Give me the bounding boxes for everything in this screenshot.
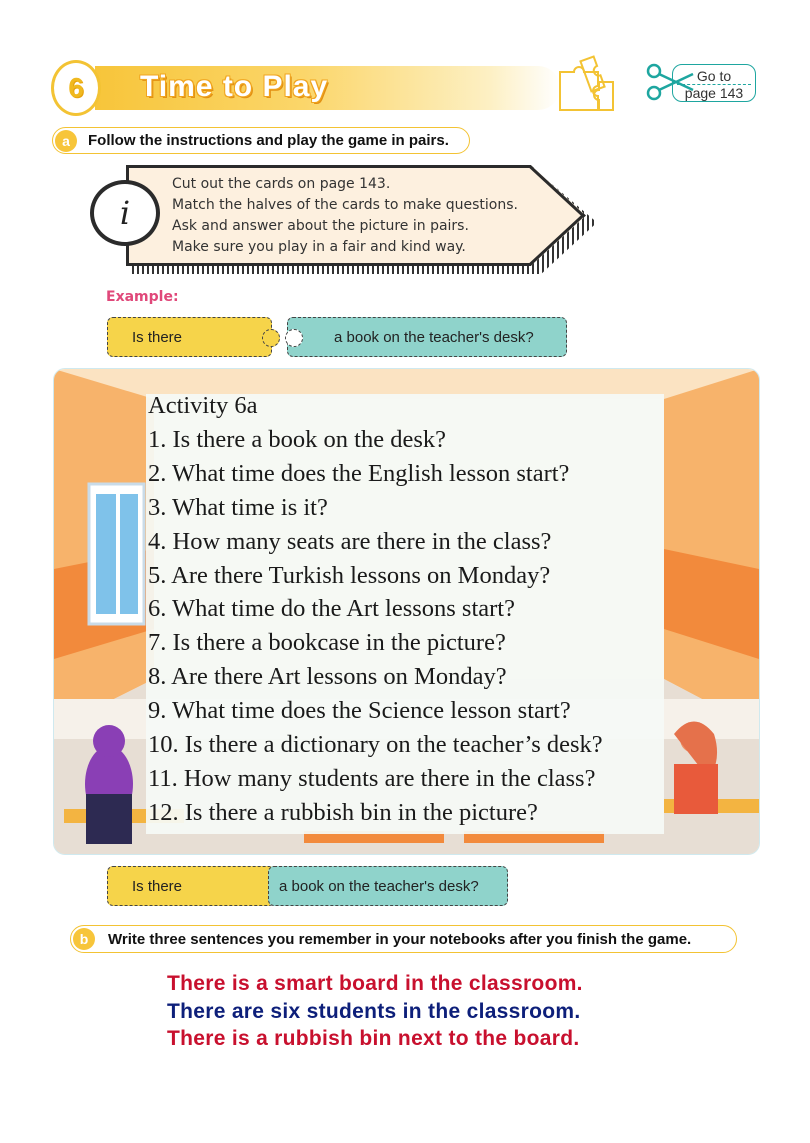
question-item: 12. Is there a rubbish bin in the picture?: [148, 798, 538, 826]
bottom-card-right-text: a book on the teacher's desk?: [279, 877, 479, 895]
question-item: 3. What time is it?: [148, 493, 328, 521]
bottom-card-left-text: Is there: [132, 877, 183, 895]
example-card-right: [287, 317, 567, 357]
info-line: Match the halves of the cards to make questions.: [172, 197, 518, 213]
instruction-b-text: Write three sentences you remember in your notebooks after you finish the game.: [108, 930, 692, 948]
info-icon: i: [90, 180, 160, 246]
goto-line2: page 143: [677, 84, 751, 101]
question-item: 11. How many students are there in the class?: [148, 764, 596, 792]
card-notch: [285, 329, 303, 347]
page-title: Time to Play: [140, 70, 329, 103]
answer-line-1: There is a smart board in the classroom.: [167, 972, 583, 995]
question-item: 9. What time does the Science lesson start?: [148, 697, 571, 725]
info-line: Make sure you play in a fair and kind way.: [172, 239, 466, 255]
instruction-a: [52, 127, 470, 154]
section-letter-a: a: [55, 130, 77, 152]
goto-page-note: [672, 64, 756, 102]
activity-questions: [148, 389, 603, 830]
section-letter-b: b: [73, 928, 95, 950]
instruction-b: [70, 925, 737, 953]
info-line: Ask and answer about the picture in pairs.: [172, 218, 469, 234]
question-item: 8. Are there Art lessons on Monday?: [148, 663, 507, 691]
card-tab: [262, 329, 280, 347]
info-instructions: [172, 174, 518, 258]
question-item: 1. Is there a book on the desk?: [148, 425, 446, 453]
goto-line1: Go to: [696, 68, 732, 84]
question-item: 5. Are there Turkish lessons on Monday?: [148, 561, 551, 589]
example-card-left-text: Is there: [132, 328, 183, 346]
activity-title: Activity 6a: [148, 392, 258, 419]
question-item: 2. What time does the English lesson start?: [148, 459, 570, 487]
question-item: 10. Is there a dictionary on the teacher’s desk?: [148, 731, 603, 759]
unit-number: 6: [51, 60, 101, 116]
puzzle-icon: [555, 52, 625, 122]
answer-line-3: There is a rubbish bin next to the board.: [167, 1027, 580, 1050]
example-label: Example:: [106, 289, 179, 305]
question-item: 6. What time do the Art lessons start?: [148, 595, 515, 623]
bottom-card-left: [107, 866, 275, 906]
answer-line-2: There are six students in the classroom.: [167, 999, 581, 1023]
example-card-right-text: a book on the teacher's desk?: [334, 328, 534, 346]
instruction-a-text: Follow the instructions and play the game in pairs.: [88, 132, 449, 149]
question-item: 7. Is there a bookcase in the picture?: [148, 629, 506, 657]
info-line: Cut out the cards on page 143.: [172, 176, 391, 192]
example-card-left: [107, 317, 272, 357]
question-item: 4. How many seats are there in the class?: [148, 527, 552, 555]
answer-sentences: [167, 970, 583, 1053]
bottom-card-right: [268, 866, 508, 906]
